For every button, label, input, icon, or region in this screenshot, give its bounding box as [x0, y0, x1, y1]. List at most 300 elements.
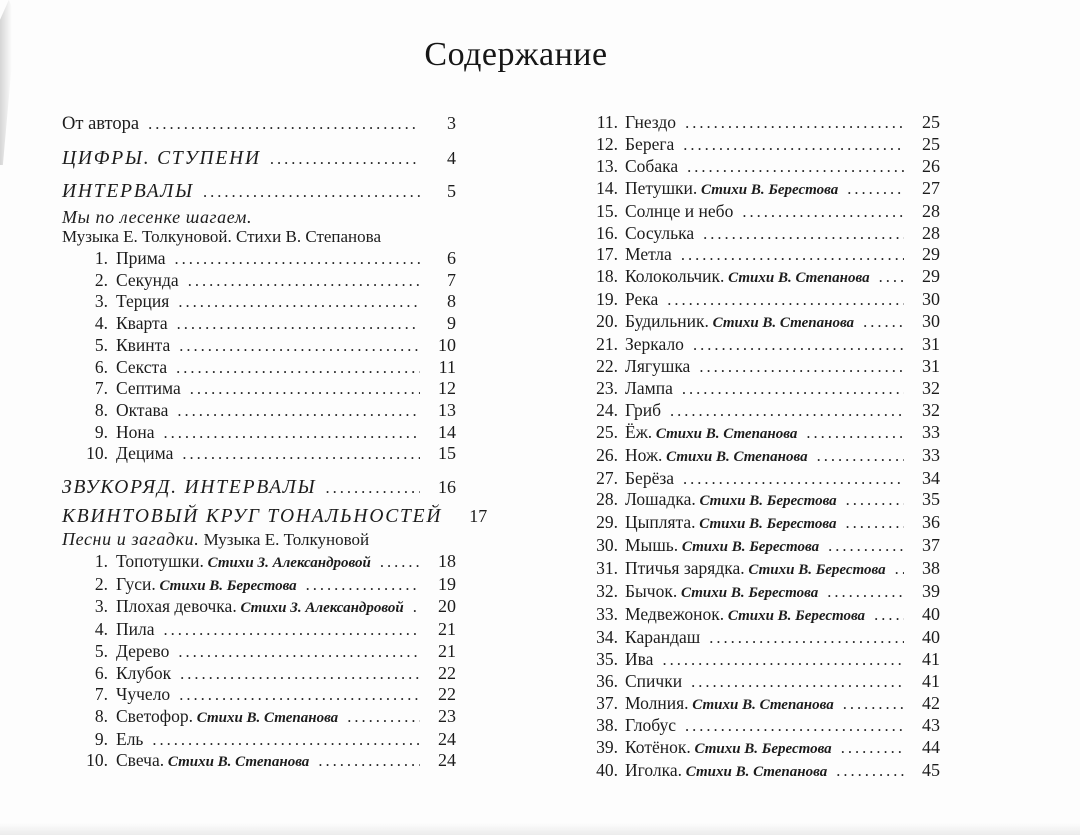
- entry-number: 8.: [94, 705, 108, 726]
- dot-leader: [827, 581, 904, 603]
- dot-leader: [879, 266, 904, 288]
- entry-text: Берёза: [625, 467, 675, 488]
- entry-label: [625, 266, 870, 289]
- dot-leader: [380, 551, 420, 573]
- entry-number: 5.: [94, 640, 108, 661]
- entry-number: 9.: [94, 421, 108, 442]
- entry-text: Гнездо: [625, 112, 677, 132]
- toc-entry: [62, 208, 456, 227]
- entry-number: 28.: [596, 489, 618, 510]
- toc-entry: [585, 244, 940, 266]
- entry-text: Нона: [116, 421, 155, 442]
- page-number: 40: [922, 603, 940, 624]
- entry-number: 12.: [596, 133, 618, 154]
- dot-leader: [699, 356, 904, 378]
- dot-leader: [667, 289, 904, 311]
- toc-entry: [62, 335, 456, 357]
- entry-label: [625, 715, 676, 736]
- toc-entry: [585, 468, 940, 490]
- entry-text: Кварта: [116, 313, 168, 334]
- toc-entry: [585, 378, 940, 400]
- toc-entry: [585, 223, 940, 245]
- page-number: 43: [922, 715, 940, 736]
- dot-leader: [682, 378, 904, 400]
- entry-text: Собака: [625, 155, 679, 176]
- entry-number: 10.: [86, 750, 108, 771]
- toc-entry: [585, 422, 940, 445]
- entry-label: [116, 574, 297, 597]
- scan-edge-artifact: [0, 0, 16, 165]
- entry-number: 4.: [94, 313, 108, 334]
- entry-label: [625, 356, 690, 377]
- toc-entry: [585, 311, 940, 334]
- entry-label: [116, 663, 171, 684]
- page-number: 29: [922, 244, 940, 265]
- entry-text: Плохая девочка.: [116, 596, 237, 617]
- toc-entry: [62, 291, 456, 313]
- entry-label: [116, 335, 170, 356]
- entry-number: 1.: [94, 551, 108, 572]
- entry-text: Гриб: [625, 399, 662, 420]
- entry-number: 37.: [596, 692, 618, 713]
- entry-text: Спички: [625, 670, 683, 691]
- toc-entry: [585, 649, 940, 671]
- page-number: 32: [922, 399, 940, 420]
- page-number: 26: [922, 155, 940, 176]
- scan-bottom-shadow: [0, 823, 1080, 835]
- page-number: 8: [447, 291, 456, 312]
- entry-label: [116, 729, 143, 750]
- entry-text: Глобус: [625, 715, 677, 736]
- entry-label: [625, 627, 700, 648]
- page-number: 20: [438, 596, 456, 617]
- page-number: 28: [922, 222, 940, 243]
- toc-entry: [585, 445, 940, 468]
- entry-label: [116, 619, 155, 640]
- entry-attribution: Стихи В. Берестова: [695, 493, 837, 510]
- page-number: 22: [438, 662, 456, 683]
- entry-number: 14.: [596, 177, 618, 198]
- entry-text: Зеркало: [625, 334, 684, 355]
- entry-label: [625, 468, 674, 489]
- entry-attribution: Стихи В. Степанова: [688, 696, 834, 713]
- entry-text: Будильник.: [625, 311, 709, 332]
- entry-label: [116, 357, 167, 378]
- page-number: 30: [922, 289, 940, 310]
- entry-label: [116, 422, 155, 443]
- entry-text: Топотушки.: [116, 551, 204, 572]
- page-number: 36: [922, 512, 940, 533]
- toc-entry: [62, 422, 456, 444]
- entry-label: [625, 489, 837, 512]
- entry-number: 34.: [596, 626, 618, 647]
- page-number: 3: [447, 113, 456, 133]
- entry-attribution: Стихи В. Степанова: [192, 709, 339, 726]
- entry-number: 19.: [596, 289, 618, 310]
- page-number: 24: [438, 750, 456, 771]
- toc-entry: [62, 378, 456, 400]
- toc-entry: [585, 558, 940, 581]
- entry-number: 7.: [94, 378, 108, 399]
- page-number: 29: [922, 266, 940, 287]
- entry-label: [625, 156, 678, 177]
- page-number: 33: [922, 444, 940, 465]
- page-number: 23: [438, 705, 456, 726]
- entry-text: Лягушка: [625, 355, 691, 376]
- dot-leader: [318, 750, 420, 772]
- page-number: 30: [922, 311, 940, 332]
- page-number: 31: [922, 334, 940, 355]
- toc-entry: [585, 581, 940, 604]
- page-number: 41: [922, 670, 940, 691]
- entry-number: 3.: [94, 291, 108, 312]
- entry-number: 10.: [86, 443, 108, 464]
- entry-text: ИНТЕРВАЛЫ: [62, 181, 194, 202]
- entry-text: Колокольчик.: [625, 266, 725, 287]
- entry-label: [625, 244, 672, 265]
- dot-leader: [174, 248, 420, 270]
- dot-leader: [817, 445, 904, 467]
- entry-number: 22.: [596, 355, 618, 376]
- entry-label: [62, 474, 316, 501]
- entry-number: 23.: [596, 377, 618, 398]
- entry-label: [625, 378, 673, 399]
- dot-leader: [203, 178, 420, 205]
- page-number: 25: [922, 133, 940, 154]
- dot-leader: [177, 400, 420, 422]
- entry-attribution: Стихи В. Степанова: [708, 315, 855, 332]
- dot-leader: [325, 474, 420, 501]
- toc-entry: [62, 145, 456, 172]
- toc-entry: [585, 134, 940, 156]
- toc-entry: [585, 627, 940, 649]
- entry-label: [625, 311, 854, 334]
- entry-text: Берега: [625, 133, 675, 154]
- dot-leader: [742, 201, 904, 223]
- toc-entry: [62, 706, 456, 729]
- entry-attribution: Стихи В. Берестова: [690, 741, 832, 758]
- entry-number: 16.: [596, 222, 618, 243]
- entry-text: Песни и загадки.: [62, 529, 200, 550]
- page-number: 27: [922, 177, 940, 198]
- page-number: 42: [922, 692, 940, 713]
- entry-label: [625, 558, 886, 581]
- entry-number: 29.: [596, 512, 618, 533]
- entry-number: 32.: [596, 581, 618, 602]
- entry-label: [625, 112, 676, 133]
- entry-text: Дерево: [116, 640, 170, 661]
- entry-number: 38.: [596, 715, 618, 736]
- dot-leader: [152, 729, 420, 751]
- dot-leader: [806, 422, 904, 444]
- page-number: 22: [438, 684, 456, 705]
- dot-leader: [685, 112, 904, 134]
- entry-label: [625, 535, 819, 558]
- entry-text: Септима: [116, 378, 181, 399]
- toc-entry: [62, 729, 456, 751]
- toc-entry: [62, 248, 456, 270]
- entry-label: [62, 178, 194, 205]
- entry-text: Мышь.: [625, 535, 679, 556]
- page-number: 6: [447, 248, 456, 268]
- page-number: 21: [438, 619, 456, 640]
- entry-label: [62, 208, 252, 227]
- entry-text: Петушки.: [625, 177, 698, 198]
- dot-leader: [847, 178, 904, 200]
- entry-label: [116, 684, 170, 705]
- toc-entry: [62, 227, 456, 246]
- toc-entry: [62, 641, 456, 663]
- entry-text: От автора: [62, 114, 140, 134]
- entry-label: [625, 604, 865, 627]
- entry-label: [62, 530, 369, 549]
- entry-attribution: Стихи В. Степанова: [682, 764, 828, 781]
- entry-text: Ёж.: [625, 421, 653, 442]
- dot-leader: [179, 335, 420, 357]
- page-number: 17: [469, 506, 488, 527]
- entry-text: ЦИФРЫ. СТУПЕНИ: [62, 148, 261, 169]
- toc-entry: [585, 289, 940, 311]
- toc-entry: [62, 530, 456, 549]
- toc-entry: [585, 489, 940, 512]
- entry-attribution: Стихи В. Берестова: [695, 516, 837, 533]
- entry-label: [116, 291, 169, 312]
- entry-number: 35.: [596, 648, 618, 669]
- dot-leader: [662, 649, 904, 671]
- entry-text: Ива: [625, 648, 654, 669]
- dot-leader: [413, 596, 420, 618]
- entry-text: Гуси.: [116, 573, 156, 594]
- dot-leader: [828, 535, 904, 557]
- toc-entry: [585, 671, 940, 693]
- entry-number: 26.: [596, 444, 618, 465]
- entry-text: Медвежонок.: [625, 603, 725, 624]
- dot-leader: [190, 378, 420, 400]
- toc-entry: [585, 737, 940, 760]
- toc-entry: [62, 270, 456, 292]
- page-number: 33: [922, 421, 940, 442]
- entry-number: 21.: [596, 334, 618, 355]
- entry-attribution: Стихи В. Берестова: [677, 585, 819, 602]
- entry-label: [625, 223, 694, 244]
- entry-number: 30.: [596, 535, 618, 556]
- entry-label: [625, 671, 682, 692]
- page-number: 40: [922, 626, 940, 647]
- entry-label: [625, 737, 832, 760]
- dot-leader: [176, 357, 420, 379]
- entry-number: 2.: [94, 573, 108, 594]
- page-number: 5: [447, 181, 456, 201]
- page-number: 14: [438, 421, 456, 442]
- entry-number: 24.: [596, 399, 618, 420]
- entry-label: [625, 649, 653, 670]
- page-number: 7: [447, 269, 456, 290]
- toc-entry: [62, 574, 456, 597]
- dot-leader: [178, 641, 420, 663]
- entry-number: 25.: [596, 421, 618, 442]
- entry-text: Музыка Е. Толкуновой. Стихи В. Степанова: [62, 227, 382, 246]
- entry-text: Музыка Е. Толкуновой: [199, 530, 370, 550]
- dot-leader: [843, 693, 904, 715]
- entry-text: Свеча.: [116, 750, 165, 771]
- page-number: 9: [447, 313, 456, 334]
- entry-label: [625, 134, 674, 155]
- toc-entry: [62, 112, 456, 135]
- entry-text: Котёнок.: [625, 737, 691, 758]
- entry-number: 8.: [94, 399, 108, 420]
- entry-number: 17.: [596, 244, 618, 265]
- entry-label: [62, 227, 381, 246]
- entry-number: 7.: [94, 684, 108, 705]
- entry-text: Пила: [116, 619, 155, 640]
- toc-entry: [62, 663, 456, 685]
- dot-leader: [841, 737, 904, 759]
- toc-entry: [62, 443, 456, 465]
- page-number: 16: [438, 477, 456, 498]
- page-number: 11: [438, 356, 456, 377]
- dot-leader: [180, 663, 420, 685]
- entry-number: 4.: [94, 619, 108, 640]
- dot-leader: [148, 113, 420, 135]
- page-number: 37: [922, 535, 940, 556]
- toc-entry: [585, 535, 940, 558]
- entry-number: 33.: [596, 603, 618, 624]
- dot-leader: [846, 512, 905, 534]
- entry-label: [116, 551, 371, 574]
- entry-label: [116, 400, 168, 421]
- toc-entry: [62, 503, 488, 530]
- entry-text: Молния.: [625, 692, 689, 713]
- toc-entry: [62, 551, 456, 574]
- entry-number: 1.: [94, 248, 108, 268]
- entry-label: [62, 113, 139, 135]
- toc-entry: [585, 400, 940, 422]
- entry-attribution: Стихи В. Степанова: [662, 448, 808, 465]
- entry-label: [116, 313, 168, 334]
- toc-entry: [585, 112, 940, 134]
- entry-number: 9.: [94, 728, 108, 749]
- toc-entry: [585, 178, 940, 201]
- entry-text: Карандаш: [625, 626, 701, 647]
- dot-leader: [687, 156, 904, 178]
- page-number: 39: [922, 581, 940, 602]
- entry-label: [625, 445, 808, 468]
- toc-entry: [62, 596, 456, 619]
- dot-leader: [177, 313, 420, 335]
- toc-entry: [585, 693, 940, 716]
- entry-number: 20.: [596, 311, 618, 332]
- page-number: 25: [922, 112, 940, 132]
- dot-leader: [188, 270, 420, 292]
- page-number: 24: [438, 728, 456, 749]
- page-title: Содержание: [424, 36, 608, 73]
- entry-attribution: Стихи В. Берестова: [724, 607, 866, 624]
- dot-leader: [874, 604, 904, 626]
- page-number: 28: [922, 200, 940, 221]
- entry-text: Солнце и небо: [625, 200, 734, 221]
- page-number: 10: [438, 334, 456, 355]
- entry-number: 6.: [94, 356, 108, 377]
- toc-column-left: [62, 112, 488, 773]
- entry-text: Ель: [116, 728, 144, 749]
- entry-label: [116, 270, 179, 291]
- dot-leader: [178, 291, 420, 313]
- entry-label: [116, 750, 309, 773]
- toc-entry: [62, 750, 456, 773]
- toc-entry: [585, 715, 940, 737]
- toc-entry: [62, 357, 456, 379]
- entry-text: Мы по лесенке шагаем.: [62, 207, 253, 227]
- entry-text: Сосулька: [625, 222, 695, 243]
- dot-leader: [683, 134, 904, 156]
- page-number: 4: [447, 148, 456, 168]
- entry-number: 11.: [596, 112, 618, 132]
- page-number: 13: [438, 399, 456, 420]
- toc-entry: [62, 684, 456, 706]
- entry-text: Октава: [116, 399, 169, 420]
- page-number: 38: [922, 558, 940, 579]
- entry-label: [116, 248, 165, 269]
- entry-number: 15.: [596, 200, 618, 221]
- entry-text: Река: [625, 289, 659, 310]
- entry-label: [625, 178, 838, 201]
- toc-entry: [62, 178, 456, 205]
- entry-label: [625, 334, 684, 355]
- entry-label: [116, 378, 181, 399]
- toc-entry: [62, 313, 456, 335]
- entry-attribution: Стихи В. Берестова: [155, 577, 297, 594]
- page-number: 34: [922, 467, 940, 488]
- dot-leader: [836, 760, 904, 782]
- entry-attribution: Стихи З. Александровой: [203, 555, 371, 572]
- entry-number: 13.: [596, 155, 618, 176]
- entry-number: 18.: [596, 266, 618, 287]
- toc-entry: [585, 512, 940, 535]
- entry-number: 39.: [596, 737, 618, 758]
- toc-entry: [585, 266, 940, 289]
- entry-text: Иголка.: [625, 760, 683, 781]
- entry-attribution: Стихи В. Берестова: [697, 181, 839, 198]
- entry-label: [625, 693, 834, 716]
- page-number: 31: [922, 355, 940, 376]
- entry-attribution: Стихи В. Степанова: [652, 425, 798, 442]
- entry-attribution: Стихи В. Степанова: [164, 754, 310, 771]
- entry-number: 3.: [94, 596, 108, 617]
- entry-number: 36.: [596, 670, 618, 691]
- entry-text: Прима: [116, 248, 166, 268]
- entry-text: Метла: [625, 244, 672, 265]
- page-number: 41: [922, 648, 940, 669]
- entry-text: ЗВУКОРЯД. ИНТЕРВАЛЫ: [62, 477, 317, 499]
- page-number: 21: [438, 640, 456, 661]
- toc-column-right: [585, 112, 940, 783]
- toc-entry: [62, 474, 456, 501]
- entry-text: Чучело: [116, 684, 171, 705]
- entry-label: [116, 706, 338, 729]
- entry-attribution: Стихи В. Берестова: [678, 539, 820, 556]
- page-number: 32: [922, 377, 940, 398]
- dot-leader: [863, 311, 904, 333]
- entry-number: 5.: [94, 334, 108, 355]
- entry-text: Нож.: [625, 444, 663, 465]
- entry-label: [62, 503, 442, 530]
- page-number: 15: [438, 443, 456, 464]
- entry-text: Светофор.: [116, 705, 193, 726]
- page-number: 45: [922, 760, 940, 781]
- entry-number: 6.: [94, 662, 108, 683]
- dot-leader: [693, 334, 904, 356]
- dot-leader: [681, 244, 904, 266]
